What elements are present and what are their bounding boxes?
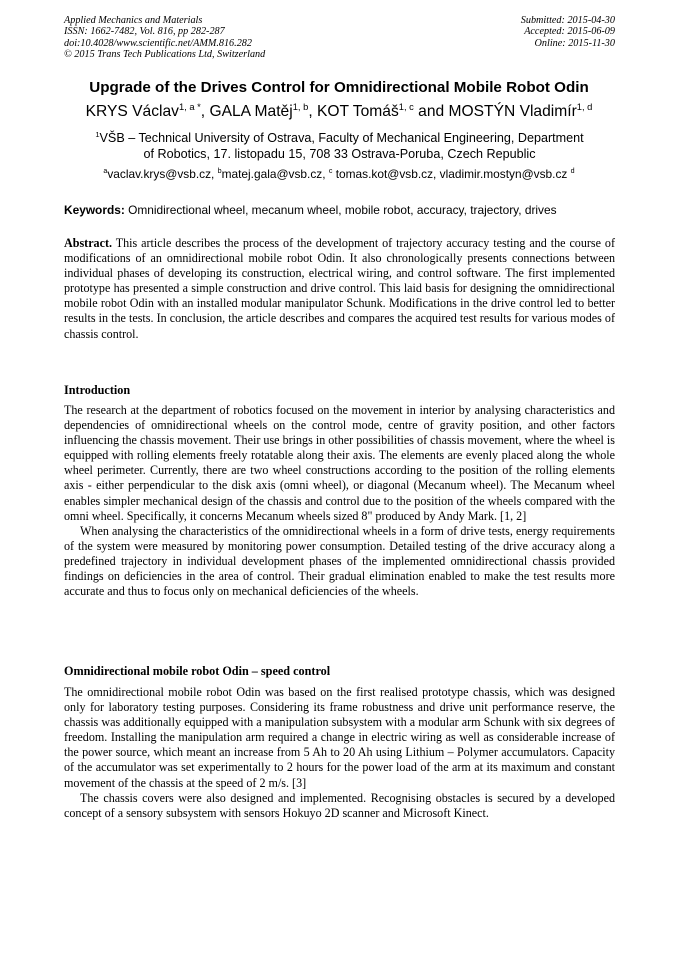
email-mark: c: [328, 167, 333, 176]
affiliation-line-1: [64, 131, 615, 147]
author-affil-mark: 1, d: [576, 101, 593, 112]
author-separator: ,: [308, 103, 317, 120]
author-emails: [0, 167, 678, 181]
author-separator: ,: [200, 103, 210, 120]
abstract-label: Abstract.: [64, 236, 113, 250]
introduction-heading: Introduction: [64, 383, 131, 397]
copyright-line: © 2015 Trans Tech Publications Ltd, Switzerland: [64, 49, 266, 61]
speed-control-paragraph-1: The omnidirectional mobile robot Odin was based on the first realised prototype chassis, which was designed only for laboratory testing purposes. Considering its frame robustness and drive unit performance reserve, the chassis was additionally equipped with a manipulation subsystem with a modular arm Schunk with six degrees of freedom. Installing the manipulation arm required a change in electric wiring as well as considerable increase of the power source, which meant an increase from 5 Ah to 20 Ah using Lithium – Polymer accumulators. Capacity of the accumulator was set experimentally to 2 hours for the power load of the arm at its maximum and constant movement of the chassis at the speed of 2 m/s. [3]: [64, 685, 615, 790]
abstract-paragraph: [64, 236, 615, 342]
keywords-text: Omnidirectional wheel, mecanum wheel, mobile robot, accuracy, trajectory, drives: [124, 203, 557, 217]
abstract-text: This article describes the process of the development of trajectory accuracy testing and the course of modifications of an omnidirectional mobile robot Odin. It also chronologically presents connections between individual phases of developing its construction, electrical wiring, and control software. The first implemented prototype has presented a simple construction and drive control. This laid basis for designing the omnidirectional mobile robot Odin with an installed modular manipulator Schunk. Modifications in the drive control led to better results in the tests. In conclusion, the article describes and compares the acquired test results for various modes of chassis control.: [64, 236, 615, 341]
author-affil-mark: 1, a *: [178, 101, 201, 112]
introduction-section: [64, 383, 615, 599]
abstract-section: [64, 236, 615, 342]
email-mark: d: [570, 167, 575, 176]
accepted-date: Accepted: 2015-06-09: [524, 26, 615, 38]
author-name: MOSTÝN Vladimír: [448, 103, 577, 120]
speed-control-section: [64, 664, 615, 821]
paper-title: Upgrade of the Drives Control for Omnidirectional Mobile Robot Odin: [89, 79, 589, 96]
author-affil-mark: 1, c: [398, 101, 414, 112]
email-mark: a: [103, 167, 108, 176]
affiliation-text: VŠB – Technical University of Ostrava, Faculty of Mechanical Engineering, Department: [99, 131, 584, 145]
header-left: [64, 15, 394, 61]
doi-line: doi:10.4028/www.scientific.net/AMM.816.282: [64, 37, 252, 49]
keywords-label: Keywords:: [64, 203, 125, 217]
affiliation: [64, 131, 615, 162]
author-name: KOT Tomáš: [316, 103, 399, 120]
email-mark: b: [217, 167, 222, 176]
speed-control-paragraph-2: The chassis covers were also designed and implemented. Recognising obstacles is secured by a developed concept of a sensory subsystem with sensors Hokuyo 2D scanner and Microsoft Kinect.: [64, 790, 615, 820]
affiliation-mark: 1: [95, 129, 100, 139]
keywords: [64, 203, 615, 217]
email-text: tomas.kot@vsb.cz, vladimir.mostyn@vsb.cz: [332, 167, 571, 181]
author-separator: and: [413, 103, 449, 120]
speed-control-heading: Omnidirectional mobile robot Odin – speed control: [64, 664, 331, 678]
email-text: vaclav.krys@vsb.cz,: [107, 167, 218, 181]
introduction-paragraph-1: The research at the department of robotics focused on the movement in interior by analysing characteristics and dependencies of omnidirectional wheels on the control mode, centre of gravity position, and other factors influencing the chassis movement. Their use brings in other possibilities of chassis movement, where the wheel is equipped with rolling elements freely rotatable along their axis. The elements are evenly placed along the whole wheel perimeter. Currently, there are two wheel constructions according to the position of the rolling elements axis - either perpendicular to the disk axis (omni wheel), or diagonal (Mecanum wheel). The Mecanum wheel enables simpler mechanical design of the chassis and control due to the position of the wheels compared with the omni wheel. Specifically, it concerns Mecanum wheels sized 8" produced by Andy Mark. [1, 2]: [64, 403, 615, 523]
header-right: [395, 15, 615, 49]
author-name: KRYS Václav: [85, 103, 179, 120]
author-list: [0, 103, 678, 121]
author-name: GALA Matěj: [209, 103, 293, 120]
issn-line: ISSN: 1662-7482, Vol. 816, pp 282-287: [64, 26, 225, 38]
email-text: matej.gala@vsb.cz,: [221, 167, 329, 181]
author-affil-mark: 1, b: [292, 101, 309, 112]
submitted-date: Submitted: 2015-04-30: [520, 15, 615, 26]
journal-name: Applied Mechanics and Materials: [64, 15, 203, 26]
affiliation-line-2: of Robotics, 17. listopadu 15, 708 33 Ostrava-Poruba, Czech Republic: [143, 146, 536, 161]
online-date: Online: 2015-11-30: [534, 37, 615, 49]
introduction-paragraph-2: When analysing the characteristics of the omnidirectional wheels in a form of drive tests, energy requirements of the system were measured by monitoring power consumption. Detailed testing of the drive accuracy along a predefined trajectory in individual development phases of the implemented omnidirectional chassis provided findings on deficiencies in the area of control. Their gradual elimination enabled to make the test results more accurate and thus to focus only on mechanical deficiencies of the wheels.: [64, 523, 615, 599]
